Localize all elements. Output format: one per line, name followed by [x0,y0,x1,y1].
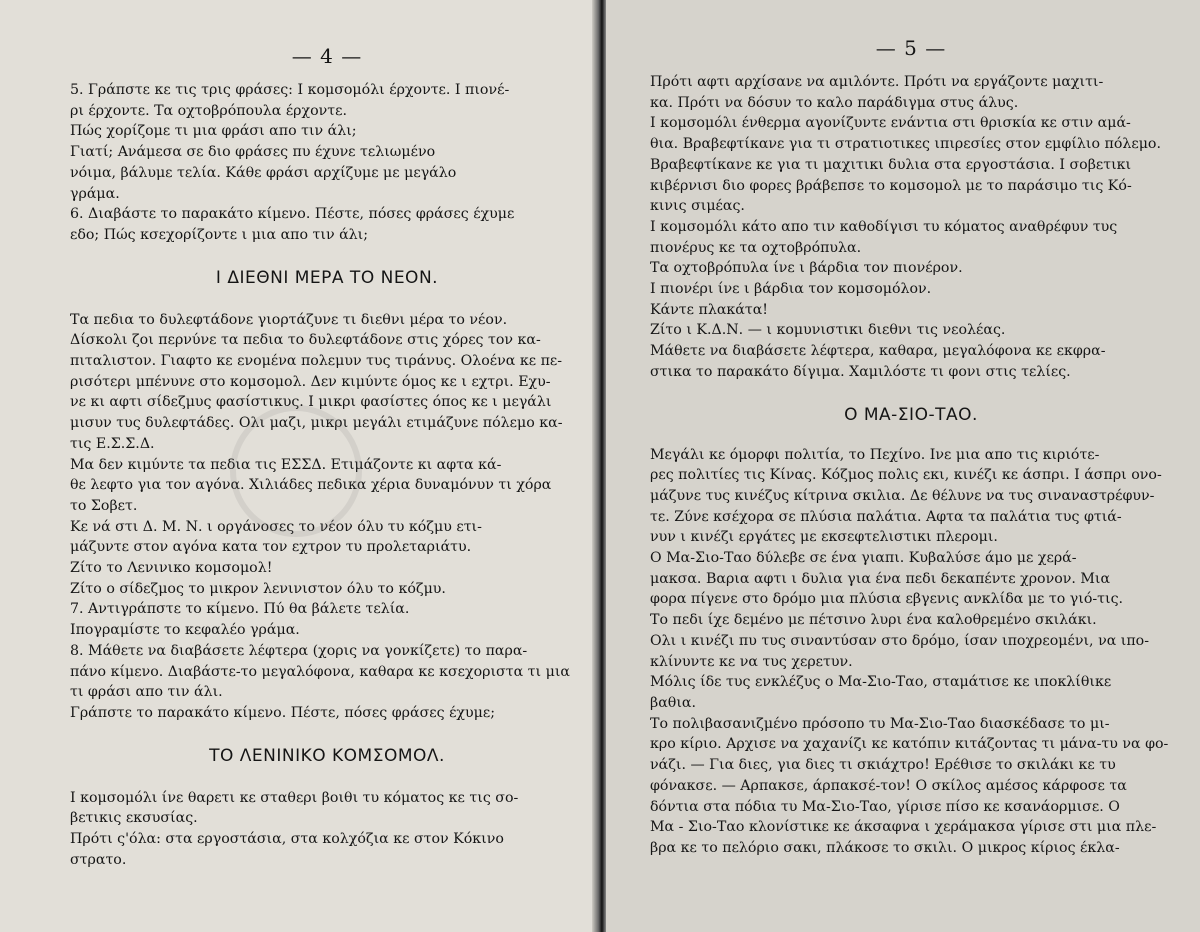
text-line: κα. Πρότι να δόσυν το καλο παράδιγμα στυς άλυς. [650,94,1019,111]
text-line: Μεγάλι κε όμορφι πολιτία, το Πεχίνο. Ινε μια απο τις κιριότε- [650,446,1100,463]
text-line: κινις σιμέας. [650,198,745,215]
text-line: φόνακσε. — Αρπακσε, άρπακσέ-τον! Ο σκίλος αμέσος κάρφοσε τα [650,777,1127,794]
text-line: στικα το παρακάτο δίγιμα. Χαμιλόστε τι φονι στις τελίες. [650,363,1071,380]
text-line: Ι πιονέρι ίνε ι βάρδια τον κομσομόλον. [650,281,932,298]
text-line: πάνο κίμενο. Διαβάστε-το μεγαλόφονα, καθαρα κε κσεχοριστα τι μια [70,663,570,680]
text-line: τι φράσι απο τιν άλι. [70,684,223,701]
text-line: το Σοβετ. [70,497,138,514]
text-line: ρες πολιτίες τις Κίνας. Κόζμος πολις εκι, κινέζι κε άσπρι. Ι άσπρι ονο- [650,467,1162,484]
text-line: νε κι αφτι σίδεζμυς φασίστικυς. Ι μικρι φασίστες όπος κε ι μεγάλι [70,394,552,411]
text-line: Ζίτο ι Κ.Δ.Ν. — ι κομυνιστικι διεθνι τις νεολέας. [650,322,1006,339]
body-text [70,310,584,724]
text-line: μισυν τυς δυλεφτάδες. Ολι μαζι, μικρι μεγάλι ετιμάζυνε πόλεμο κα- [70,415,563,432]
text-line: ρι έρχοντε. Τα οχτοβρόπουλα έρχοντε. [70,102,347,119]
text-line: κιβέρνισι διο φορες βράβεπσε το κομσομολ με το παράσιμο τις Κό- [650,177,1132,194]
text-line: νυν ι κινέζι εργάτες με εκσεφτελιστικι πλερομι. [650,529,998,546]
text-line: Ιπογραμίστε το κεφαλέο γράμα. [70,622,300,639]
text-line: Το πολιβασανιζμένο πρόσοπο τυ Μα-Σιο-Ταο διασκέδασε το μι- [650,715,1110,732]
text-line: Ι κομσομόλι ένθερμα αγονίζυντε ενάντια στι θρισκία κε στιν αμά- [650,115,1131,132]
text-line: πιονέρυς κε τα οχτοβρόπυλα. [650,239,862,256]
text-line: Μάθετε να διαβάσετε λέφτερα, καθαρα, μεγαλόφονα κε εκφρα- [650,343,1106,360]
text-line: μάζυνε τυς κινέζυς κίτρινα σκιλια. Δε θέλυνε να τυς σιναναστρέφυν- [650,487,1155,504]
text-line: Γιατί; Ανάμεσα σε διο φράσες πυ έχυνε τελιωμένο [70,144,436,161]
text-line: ρισότερι μπένυνε στο κομσομολ. Δεν κιμύντε όμος κε ι εχτρι. Εχυ- [70,373,551,390]
text-line: πιταλιστον. Γιαφτο κε ενομένα πολεμυν τυς τιράνυς. Ολοένα κε πε- [70,353,563,370]
text-line: βετικις εκσυσίας. [70,810,198,827]
text-line: Ολι ι κινέζι πυ τυς σιναντύσαν στο δρόμο, ίσαν ιποχρεομένι, να ιπο- [650,632,1150,649]
text-line: Ζίτο ο σίδεζμος το μικρον λενινιστον όλυ το κόζμυ. [70,580,446,597]
text-line: θια. Βραβεφτίκανε για τι στρατιοτικες ιπιρεσίες στον εμφίλιο πόλεμο. [650,136,1161,153]
text-line: μάζυντε στον αγόνα κατα τον εχτρον τυ προλεταριάτυ. [70,539,472,556]
body-text [650,72,1172,383]
text-line: στρατο. [70,851,127,868]
text-line: νάζι. — Για διες, για διες τι σκιάχτρο! Ερέθισε το σκιλάκι κε τυ [650,757,1116,774]
text-line: κρο κίριο. Αρχισε να χαχανίζι κε κατόπιν κιτάζοντας τι μάνα-τυ να φο- [650,736,1169,753]
text-line: τε. Ζύνε κσέχορα σε πλύσια παλάτια. Αφτα τα παλάτια τυς φτιά- [650,508,1122,525]
text-line: Τα οχτοβρόπυλα ίνε ι βάρδια τον πιονέρον. [650,260,963,277]
body-text [650,445,1172,859]
text-line: Μα δεν κιμύντε τα πεδια τις ΕΣΣΔ. Ετιμάζοντε κι αφτα κά- [70,456,502,473]
text-line: Ι κομσομόλι κάτο απο τιν καθοδίγισι τυ κόματος αναθρέφυν τυς [650,218,1118,235]
text-line: 5. Γράπστε κε τις τρις φράσες: Ι κομσομόλι έρχοντε. Ι πιονέ- [70,82,510,98]
text-line: τις Ε.Σ.Σ.Δ. [70,435,155,452]
exercise-text [70,80,584,246]
text-line: εδο; Πώς κσεχορίζοντε ι μια απο τιν άλι; [70,226,368,243]
text-line: μακσα. Βαρια αφτι ι δυλια για ένα πεδι δεκαπέντε χρονον. Μια [650,570,1111,587]
text-line: κλίνυντε κε να τυς χερετυν. [650,653,853,670]
right-page [606,0,1200,932]
text-line: Τα πεδια το δυλεφτάδονε γιορτάζυνε τι διεθνι μέρα το νέον. [70,311,508,328]
page-number: — 5 — [875,36,947,60]
text-line: Βραβεφτίκανε κε για τι μαχιτικι δυλια στα εργοστάσια. Ι σοβετικι [650,156,1132,173]
section-heading: Ι ΔΙΕΘΝΙ ΜΕΡΑ ΤΟ ΝΕΟΝ. [215,267,439,288]
page-number: — 4 — [291,44,363,68]
text-line: βαθια. [650,694,696,711]
text-line: Μόλις ίδε τυς ενκλέζυς ο Μα-Σιο-Ταο, σταμάτισε κε ιποκλίθικε [650,674,1112,691]
text-line: Δίσκολι ζοι περνύνε τα πεδια το δυλεφτάδονε στις χόρες τον κα- [70,332,541,349]
text-line: νόιμα, βάλυμε τελία. Κάθε φράσι αρχίζυμε με μεγάλο [70,164,457,181]
text-line: φορα πίγενε στο δρόμο μια πλύσια εβγενις ανκλίδα με το γιό-τις. [650,591,1124,608]
text-line: γράμα. [70,185,120,202]
text-line: 8. Μάθετε να διαβάσετε λέφτερα (χορις να γονκίζετε) το παρα- [70,642,528,659]
text-line: Το πεδι ίχε δεμένο με πέτσινο λυρι ένα καλοθρεμένο σκιλάκι. [650,612,1097,629]
text-line: Γράπστε το παρακάτο κίμενο. Πέστε, πόσες φράσες έχυμε; [70,704,495,721]
section-heading: Ο ΜΑ-ΣΙΟ-ΤΑΟ. [844,404,978,425]
text-line: δόντια στα πόδια τυ Μα-Σιο-Ταο, γίρισε πίσο κε κσανάορμισε. Ο [650,798,1120,815]
text-line: Μα - Σιο-Ταο κλονίστικε κε άκσαφνα ι χεράμακσα γίρισε στι μια πλε- [650,819,1157,836]
text-line: 7. Αντιγράπστε το κίμενο. Πύ θα βάλετε τελία. [70,601,410,618]
text-line: Ι κομσομόλι ίνε θαρετι κε σταθερι βοιθι τυ κόματος κε τις σο- [70,789,519,806]
body-text [70,788,584,871]
text-line: Κε νά στι Δ. Μ. Ν. ι οργάνοσες το νέον όλυ τυ κόζμυ ετι- [70,518,482,535]
text-line: Ζίτο το Λενινικο κομσομολ! [70,560,273,577]
text-line: Πώς χορίζομε τι μια φράσι απο τιν άλι; [70,123,357,140]
section-heading: ΤΟ ΛΕΝΙΝΙΚΟ ΚΟΜΣΟΜΟΛ. [209,745,445,766]
text-line: 6. Διαβάστε το παρακάτο κίμενο. Πέστε, πόσες φράσες έχυμε [70,206,515,223]
text-line: βρα κε το πελόριο σακι, πλάκοσε το σκιλι. Ο μικρος κίριος έκλα- [650,839,1120,856]
left-page [0,0,598,932]
text-line: Πρότι ς'όλα: στα εργοστάσια, στα κολχόζια κε στον Κόκινο [70,831,504,848]
text-line: θε λεφτο για τον αγόνα. Χιλιάδες πεδικα χέρια δυναμόνυν τι χόρα [70,477,552,494]
text-line: Πρότι αφτι αρχίσανε να αμιλόντε. Πρότι να εργάζοντε μαχιτι- [650,74,1104,90]
text-line: Ο Μα-Σιο-Ταο δύλεβε σε ένα γιαπι. Κυβαλύσε άμο με χερά- [650,550,1077,567]
text-line: Κάντε πλακάτα! [650,301,768,318]
